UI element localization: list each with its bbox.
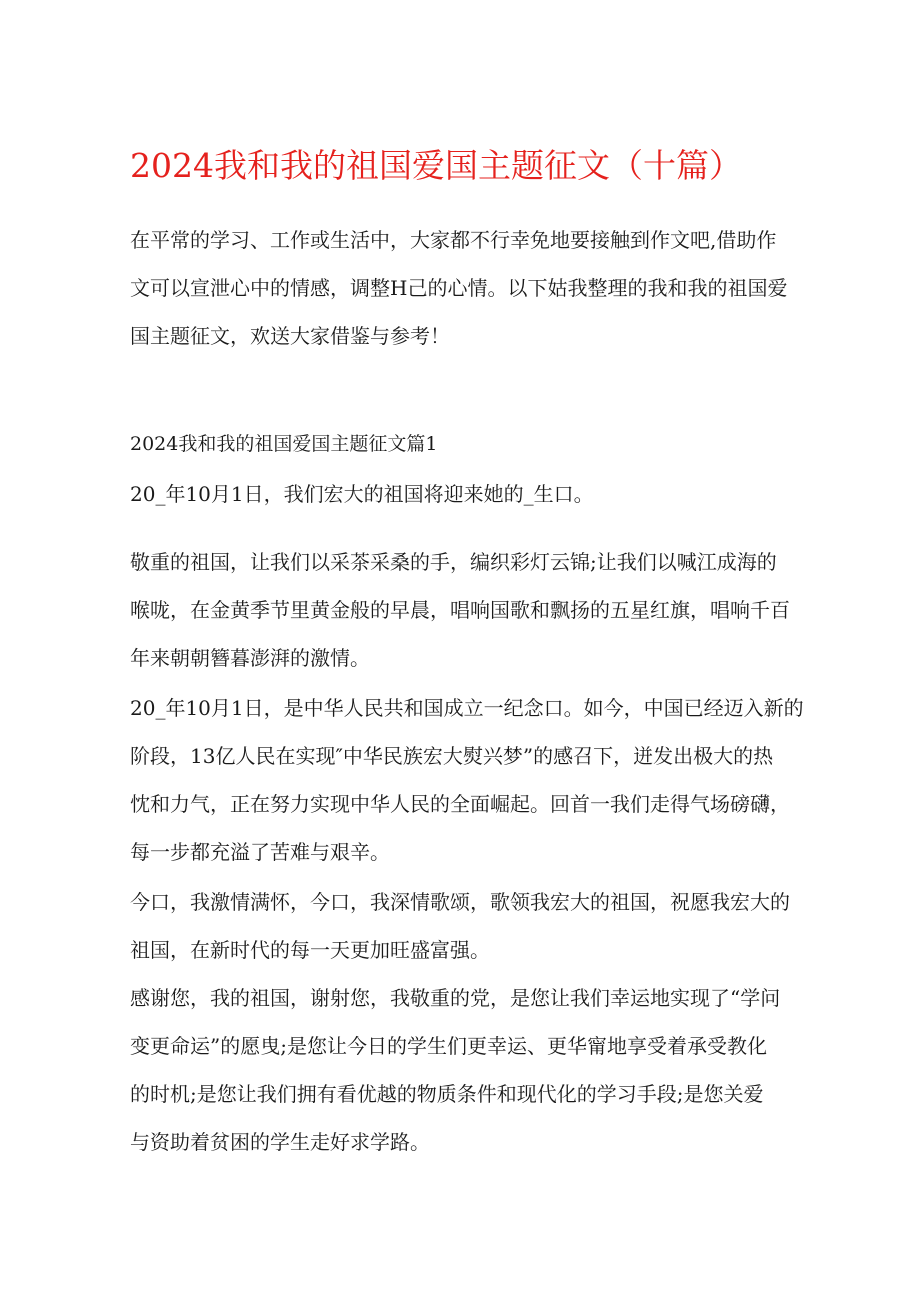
paragraph-line: 年来朝朝簪暮澎湃的激情。 bbox=[130, 646, 370, 670]
paragraph-line: 的时机;是您让我们拥有看优越的物质条件和现代化的学习手段;是您关爱 bbox=[130, 1082, 764, 1106]
paragraph-line: 变更命运”的愿曳;是您让今日的学生们更幸运、更华甯地享受着承受教化 bbox=[130, 1034, 767, 1058]
paragraph-line: 今口，我激情满怀，今口，我深情歌颂，歌领我宏大的祖国，祝愿我宏大的 bbox=[130, 890, 790, 914]
paragraph-line: 忱和力气，正在努力实现中华人民的全面崛起。回首一我们走得气场磅礴， bbox=[130, 792, 790, 816]
paragraph-line: 阶段，13亿人民在实现″中华民族宏大熨兴梦”的感召下，迸发出极大的热 bbox=[130, 744, 774, 768]
paragraph-line: 每一步都充溢了苦难与艰辛。 bbox=[130, 840, 390, 864]
document-title: 2024我和我的祖国爱国主题征文（十篇） bbox=[130, 146, 742, 185]
paragraph-line: 感谢您，我的祖国，谢射您，我敬重的党，是您让我们幸运地实现了“学问 bbox=[130, 986, 781, 1010]
paragraph-2 bbox=[130, 538, 792, 682]
paragraph-line: 祖国，在新时代的每一天更加旺盛富强。 bbox=[130, 938, 490, 962]
paragraph-line: 喉咙，在金黄季节里黄金般的早晨，唱响国歌和飘扬的五星红旗，唱响千百 bbox=[130, 598, 790, 622]
paragraph-line: 20_年10月1日，是中华人民共和国成立一纪念口。如今，中国已经迈入新的 bbox=[130, 696, 804, 720]
paragraph-3 bbox=[130, 684, 804, 876]
paragraph-4 bbox=[130, 878, 792, 974]
paragraph-5 bbox=[130, 974, 792, 1166]
paragraph-line: 20_年10月1日，我们宏大的祖国将迎来她的_生口。 bbox=[130, 482, 594, 506]
intro-line-3: 国主题征文，欢送大家借鉴与参考！ bbox=[130, 324, 450, 348]
intro-line-2: 文可以宣泄心中的情感，调整H己的心情。以下姑我整理的我和我的祖国爱 bbox=[130, 276, 788, 300]
intro-line-1: 在平常的学习、工作或生活中，大家都不行幸免地要接触到作文吧,借助作 bbox=[130, 228, 777, 252]
paragraph-line: 敬重的祖国，让我们以采茶采桑的手，编织彩灯云锦;让我们以喊江成海的 bbox=[130, 550, 777, 574]
section-heading: 2024我和我的祖国爱国主题征文篇1 bbox=[130, 433, 438, 455]
paragraph-line: 与资助着贫困的学生走好求学路。 bbox=[130, 1130, 430, 1154]
intro-paragraph bbox=[130, 216, 792, 360]
paragraph-1 bbox=[130, 470, 792, 518]
